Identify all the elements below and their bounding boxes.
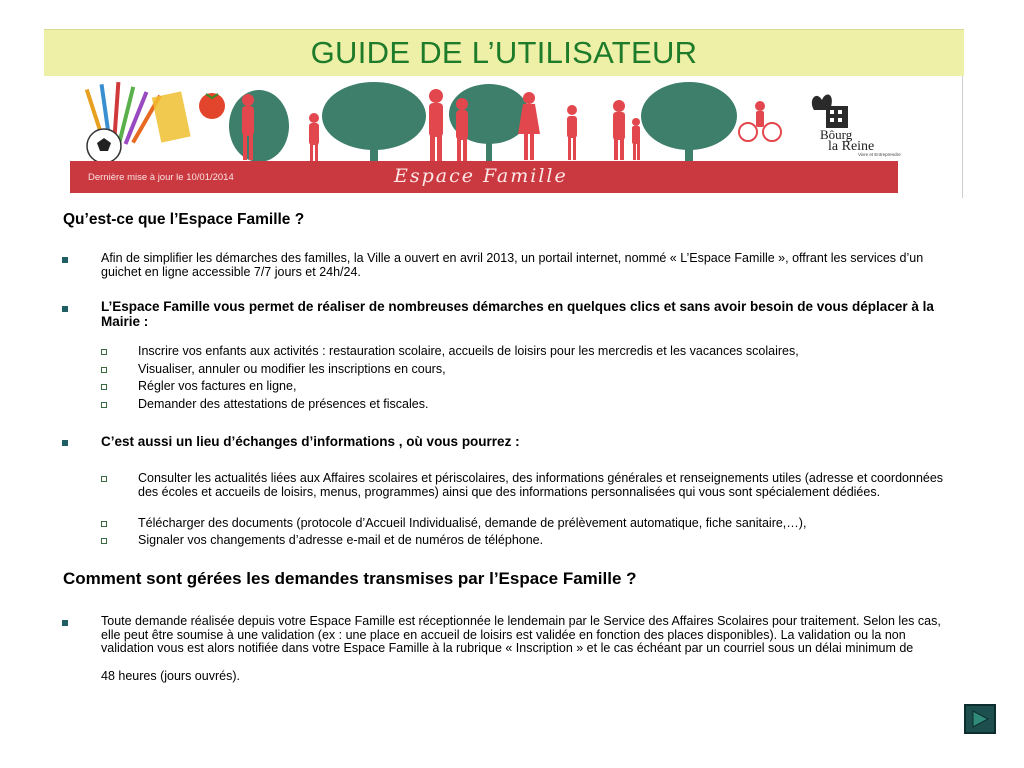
next-slide-button[interactable] xyxy=(964,704,996,734)
sub-bullet xyxy=(101,521,107,527)
sub-item: Régler vos factures en ligne, xyxy=(138,379,297,393)
sub-item: Consulter les actualités liées aux Affaires scolaires et périscolaires, des informations générales et renseignements utiles (adresse et coordonnées des écoles et accueils de loisirs, menus, programmes) ainsi que des informations personnalisées qui vous sont spécialement dédiées. xyxy=(138,471,944,499)
bullet-square xyxy=(62,257,68,263)
sub-bullet xyxy=(101,349,107,355)
sub-item: Demander des attestations de présences et fiscales. xyxy=(138,397,429,411)
sub-bullet xyxy=(101,384,107,390)
section-heading-what-is: Qu’est-ce que l’Espace Famille ? xyxy=(63,211,305,228)
section-heading-requests: Comment sont gérées les demandes transmises par l’Espace Famille ? xyxy=(63,569,637,588)
bullet-square xyxy=(62,306,68,312)
sub-bullet xyxy=(101,538,107,544)
sub-bullet xyxy=(101,402,107,408)
page-title: GUIDE DE L’UTILISATEUR xyxy=(310,35,698,70)
logo-tagline: Vivre et Entreprendre xyxy=(858,152,901,157)
espace-famille-brand: Espace Famille xyxy=(394,165,568,187)
sub-item: Visualiser, annuler ou modifier les inscriptions en cours, xyxy=(138,362,446,376)
bullet-square xyxy=(62,440,68,446)
bullet-square xyxy=(62,620,68,626)
logo-top-text: Bôurg xyxy=(820,127,853,142)
logo-main-text: la Reine xyxy=(828,139,875,154)
sub-bullet xyxy=(101,367,107,373)
sub-item: Signaler vos changements d’adresse e-mail et de numéros de téléphone. xyxy=(138,533,544,547)
paragraph-bold: C’est aussi un lieu d’échanges d’informations , où vous pourrez : xyxy=(101,434,520,449)
play-next-icon xyxy=(970,710,990,728)
paragraph: Toute demande réalisée depuis votre Espace Famille est réceptionnée le lendemain par le Service des Affaires Scolaires pour traitement. Selon les cas, elle peut être soumise à une validation (ex : une place en accueil de loisirs est validée en fonction des places disponibles). La validation ou la non validation vous est alors notifiée dans votre Espace Famille à la rubrique « Inscription » et le cas échéant par un courriel sous un délai minimum de xyxy=(101,614,941,655)
paragraph: Afin de simplifier les démarches des familles, la Ville a ouvert en avril 2013, un portail internet, nommé « L’Espace Famille », offrant les services d’un guichet en ligne accessible 7/7 jours et 24h/24. xyxy=(101,251,924,279)
sub-item: Inscrire vos enfants aux activités : restauration scolaire, accueils de loisirs pour les mercredis et les vacances scolaires, xyxy=(138,344,799,358)
sub-bullet xyxy=(101,476,107,482)
paragraph-continued: 48 heures (jours ouvrés). xyxy=(101,669,240,683)
paragraph-bold: L’Espace Famille vous permet de réaliser de nombreuses démarches en quelques clics et sans avoir besoin de vous déplacer à la Mairie : xyxy=(101,299,934,329)
last-update-text: Dernière mise à jour le 10/01/2014 xyxy=(88,172,234,183)
sub-item: Télécharger des documents (protocole d’Accueil Individualisé, demande de prélèvement automatique, fiche sanitaire,…), xyxy=(138,516,807,530)
